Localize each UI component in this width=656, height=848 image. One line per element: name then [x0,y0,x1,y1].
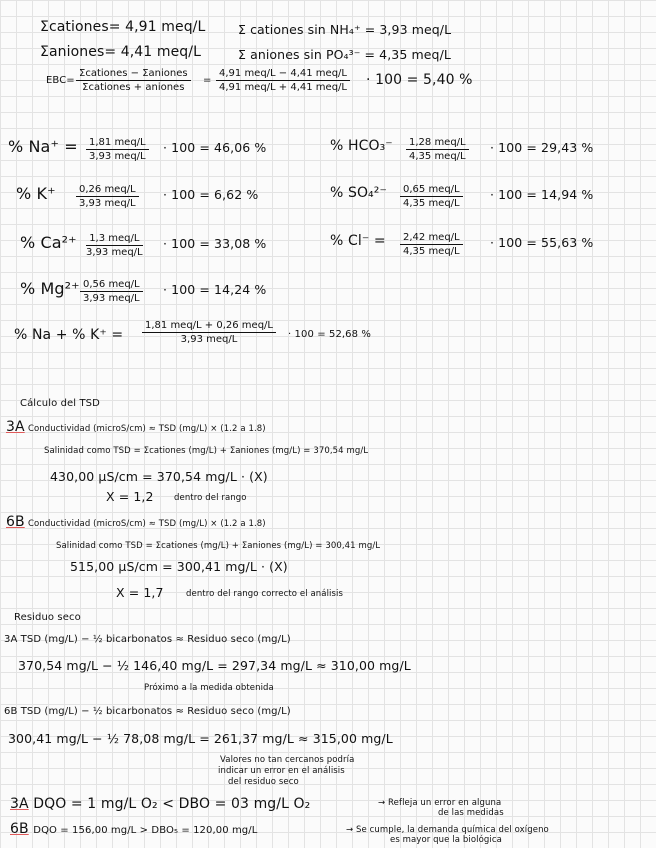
k-result: · 100 = 6,62 % [163,187,259,202]
cl-numerator: 2,42 meq/L [400,232,463,245]
sum-anions-no-po4: Σ aniones sin PO₄³⁻ = 4,35 meq/L [238,47,451,62]
dqo-6b-note-1: → Se cumple, la demanda química del oxígeno [346,825,549,835]
hco3-result: · 100 = 29,43 % [490,140,594,155]
ca-denominator: 3,93 meq/L [86,247,143,258]
tsd-3a-formula: Conductividad (microS/cm) ≈ TSD (mg/L) × (1.2 a 1.8) [27,424,266,434]
residue-3a-calc: 370,54 mg/L − ½ 146,40 mg/L = 297,34 mg/L ≈ 310,00 mg/L [18,658,411,673]
tsd-3a-label: 3A [6,419,25,435]
ebc-denominator-values: 4,91 meq/L + 4,41 meq/L [219,82,347,93]
nak-fraction [142,320,276,345]
dqo-6b-label: 6B [10,821,29,837]
ebc-numerator: Σcationes − Σaniones [76,68,191,81]
tsd-3a-note: dentro del rango [174,493,247,503]
mg-denominator: 3,93 meq/L [83,293,140,304]
dqo-6b-equation: DQO = 156,00 mg/L > DBO₅ = 120,00 mg/L [33,825,258,836]
sum-anions: Σaniones= 4,41 meq/L [40,44,201,60]
mg-fraction [80,279,143,304]
ca-numerator: 1,3 meq/L [86,233,143,246]
k-fraction [76,184,139,209]
ebc-fraction [76,68,191,93]
tsd-3a-x: X = 1,2 [106,489,154,504]
cl-result: · 100 = 55,63 % [490,235,594,250]
tsd-heading: Cálculo del TSD [20,398,100,409]
residue-3a-note: Próximo a la medida obtenida [144,683,274,693]
dqo-3a-note-2: de las medidas [438,808,504,818]
dqo-3a-label: 3A [10,796,29,812]
mg-label: % Mg²⁺ [20,279,80,298]
sum-cations: Σcationes= 4,91 meq/L [40,19,206,35]
residue-3a-formula: 3A TSD (mg/L) − ½ bicarbonatos ≈ Residuo seco (mg/L) [4,634,291,645]
nak-numerator: 1,81 meq/L + 0,26 meq/L [142,320,276,333]
k-label: % K⁺ [16,184,56,203]
hco3-denominator: 4,35 meq/L [409,151,466,162]
ebc-label: EBC= [46,75,75,86]
tsd-6b-formula: Conductividad (microS/cm) ≈ TSD (mg/L) × (1.2 a 1.8) [28,519,266,529]
tsd-6b-formula-line [6,514,266,530]
tsd-3a-salinity: Salinidad como TSD = Σcationes (mg/L) + Σaniones (mg/L) = 370,54 mg/L [44,446,369,456]
residue-6b-note-3: del residuo seco [228,777,299,787]
tsd-6b-label: 6B [6,514,25,530]
k-numerator: 0,26 meq/L [76,184,139,197]
residue-heading: Residuo seco [14,612,81,623]
na-numerator: 1,81 meq/L [86,137,149,150]
nak-label: % Na + % K⁺ = [14,327,124,343]
so4-label: % SO₄²⁻ [330,185,387,201]
tsd-6b-note: dentro del rango correcto el análisis [186,589,344,599]
residue-6b-calc: 300,41 mg/L − ½ 78,08 mg/L = 261,37 mg/L ≈ 315,00 mg/L [8,731,393,746]
na-fraction [86,137,149,162]
residue-6b-note-1: Valores no tan cercanos podría [220,755,355,765]
tsd-6b-x: X = 1,7 [116,585,164,600]
so4-result: · 100 = 14,94 % [490,187,594,202]
cl-fraction [400,232,463,257]
ebc-result: · 100 = 5,40 % [366,72,473,88]
ebc-equals: = [203,75,212,86]
na-denominator: 3,93 meq/L [89,151,146,162]
dqo-3a-note-1: → Refleja un error en alguna [378,798,502,808]
mg-numerator: 0,56 meq/L [80,279,143,292]
nak-denominator: 3,93 meq/L [180,334,238,345]
residue-6b-note-2: indicar un error en el análisis [218,766,345,776]
so4-denominator: 4,35 meq/L [403,198,460,209]
dqo-6b-note-2: es mayor que la biológica [390,835,502,845]
ca-result: · 100 = 33,08 % [163,236,267,251]
tsd-6b-equation: 515,00 µS/cm = 300,41 mg/L · (X) [70,559,288,574]
hco3-numerator: 1,28 meq/L [406,137,469,150]
tsd-3a-formula-line [6,419,266,435]
tsd-3a-equation: 430,00 µS/cm = 370,54 mg/L · (X) [50,469,268,484]
dqo-6b-line [10,821,257,837]
tsd-6b-salinity: Salinidad como TSD = Σcationes (mg/L) + Σaniones (mg/L) = 300,41 mg/L [56,541,381,551]
cl-denominator: 4,35 meq/L [403,246,460,257]
so4-fraction [400,184,463,209]
ebc-denominator: Σcationes + aniones [82,82,185,93]
k-denominator: 3,93 meq/L [79,198,136,209]
nak-result: · 100 = 52,68 % [288,329,371,340]
sum-cations-no-nh4: Σ cationes sin NH₄⁺ = 3,93 meq/L [238,22,452,37]
hco3-fraction [406,137,469,162]
residue-6b-formula: 6B TSD (mg/L) − ½ bicarbonatos ≈ Residuo seco (mg/L) [4,706,291,717]
hco3-label: % HCO₃⁻ [330,138,393,154]
na-label: % Na⁺ = [8,137,78,156]
dqo-3a-line [10,796,310,812]
ebc-numerator-values: 4,91 meq/L − 4,41 meq/L [216,68,350,81]
ebc-fraction-values [216,68,350,93]
mg-result: · 100 = 14,24 % [163,282,267,297]
ca-label: % Ca²⁺ [20,233,77,252]
ca-fraction [86,233,143,258]
na-result: · 100 = 46,06 % [163,140,267,155]
cl-label: % Cl⁻ = [330,233,386,249]
so4-numerator: 0,65 meq/L [400,184,463,197]
dqo-3a-equation: DQO = 1 mg/L O₂ < DBO = 03 mg/L O₂ [33,796,311,812]
